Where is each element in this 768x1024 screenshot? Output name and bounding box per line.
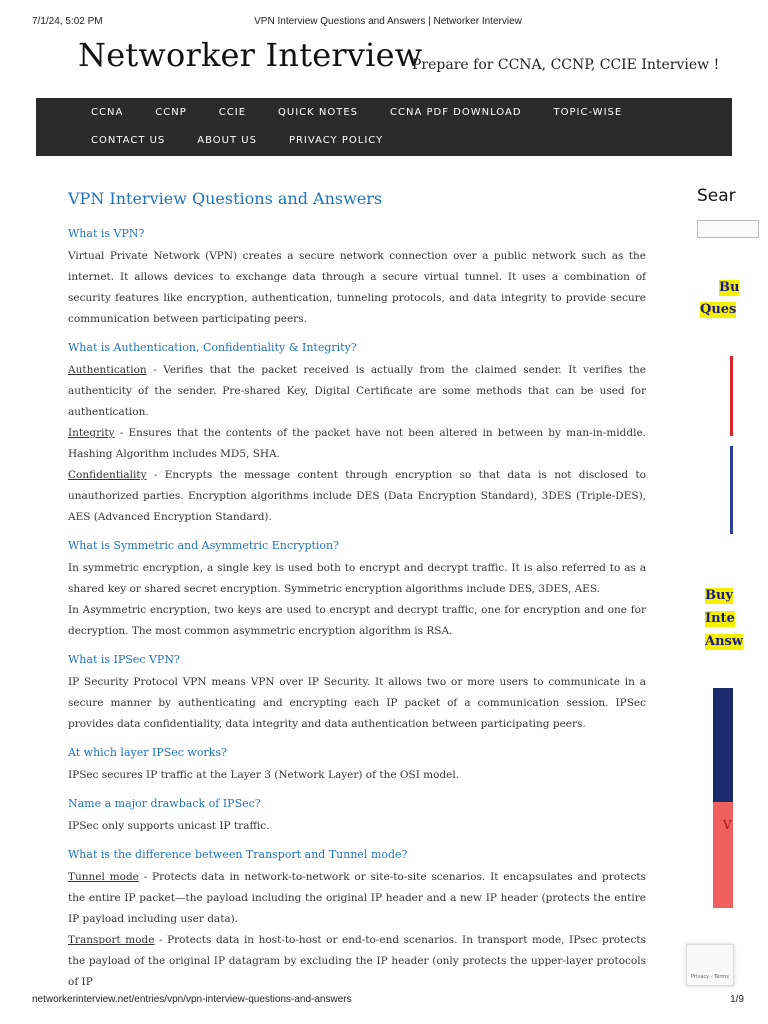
sidebar-banner-bottom[interactable] [713,802,733,908]
print-url: networkerinterview.net/entries/vpn/vpn-interview-questions-and-answers [32,994,352,1005]
site-tagline: Prepare for CCNA, CCNP, CCIE Interview ! [412,57,720,73]
sidebar-banner-letter: V [723,818,732,832]
answer-integrity [68,423,646,465]
print-datetime: 7/1/24, 5:02 PM [32,16,103,27]
answer-confidentiality [68,465,646,528]
article-title: VPN Interview Questions and Answers [68,189,383,208]
answer-asymmetric: In Asymmetric encryption, two keys are used to encrypt and decrypt traffic, one for encryption and one for decryption. The most common asymmetric encryption algorithm is RSA. [68,604,646,637]
nav-item-ccnp[interactable]: CCNP [155,107,187,118]
sidebar-promo-2-line-2[interactable]: Inte [705,611,735,626]
sidebar-book-image-1[interactable] [730,356,733,436]
sidebar-promo-1-line-1[interactable]: Bu [719,280,740,295]
article-content [68,186,646,993]
answer-what-is-vpn: Virtual Private Network (VPN) creates a secure network connection over a public network such as the internet. It allows devices to exchange data through a secure virtual tunnel. It uses a combination of security features like encryption, authentication, tunneling protocols, and data integrity to provide secure communication between participating peers. [68,250,646,325]
question-auth-conf-integrity: What is Authentication, Confidentiality & Integrity? [68,341,357,354]
tunnel-mode-text: - Protects data in network-to-network or site-to-site scenarios. It encapsulates and protects the entire IP packet—the payload including the original IP header and a new IP header (protects the entire IP payload including user data). [68,871,646,925]
sidebar-book-image-2[interactable] [730,446,733,534]
nav-item-topic-wise[interactable]: TOPIC-WISE [553,107,623,118]
nav-item-quick-notes[interactable]: QUICK NOTES [278,107,358,118]
nav-item-ccna-pdf-download[interactable]: CCNA PDF DOWNLOAD [390,107,522,118]
question-transport-tunnel: What is the difference between Transport and Tunnel mode? [68,848,408,861]
question-symmetric-asymmetric: What is Symmetric and Asymmetric Encryption? [68,539,340,552]
nav-item-ccna[interactable]: CCNA [91,107,124,118]
question-ipsec-vpn: What is IPSec VPN? [68,653,180,666]
sidebar-promo-1-line-2[interactable]: Ques [700,302,737,317]
nav-row-2 [91,134,415,154]
authentication-text: - Verifies that the packet received is actually from the claimed sender. It verifies the authenticity of the sender. Pre-shared Key, Digital Certificate are some methods that can be used for authentication. [68,364,646,418]
print-footer [32,994,744,1008]
answer-tunnel-mode [68,867,646,930]
nav-item-contact-us[interactable]: CONTACT US [91,135,166,146]
sidebar-search-title: Sear [697,186,736,206]
answer-symmetric: In symmetric encryption, a single key is used both to encrypt and decrypt traffic. It is also referred to as a shared key or shared secret encryption. Symmetric encryption algorithms include DES, 3DES, AES. [68,562,646,595]
sidebar-promo-2-line-1[interactable]: Buy [705,588,733,603]
term-integrity: Integrity [68,427,115,439]
sidebar-banner-top[interactable] [713,688,733,802]
sidebar-search-input[interactable] [697,220,759,238]
sidebar-promo-2-line-3[interactable]: Answ [705,634,744,649]
question-what-is-vpn: What is VPN? [68,227,145,240]
question-ipsec-layer: At which layer IPSec works? [68,746,227,759]
print-header [32,16,744,32]
print-page-title: VPN Interview Questions and Answers | Networker Interview [254,16,522,27]
nav-row-1 [91,106,654,126]
term-confidentiality: Confidentiality [68,469,147,481]
sidebar [697,186,744,976]
term-tunnel-mode: Tunnel mode [68,871,139,883]
nav-item-about-us[interactable]: ABOUT US [197,135,257,146]
main-navbar [36,98,732,156]
question-ipsec-drawback: Name a major drawback of IPSec? [68,797,261,810]
answer-ipsec-layer: IPSec secures IP traffic at the Layer 3 (Network Layer) of the OSI model. [68,769,460,781]
site-title[interactable]: Networker Interview [78,36,423,74]
term-authentication: Authentication [68,364,147,376]
recaptcha-privacy-terms[interactable]: Privacy - Terms [691,974,729,980]
answer-ipsec-vpn: IP Security Protocol VPN means VPN over IP Security. It allows two or more users to communicate in a secure manner by authenticating and encrypting each IP packet of a communication session. IPSec provides data confidentiality, data integrity and data authentication between participating peers. [68,676,646,730]
answer-authentication [68,360,646,423]
integrity-text: - Ensures that the contents of the packet have not been altered in between by man-in-middle. Hashing Algorithm includes MD5, SHA. [68,427,646,460]
answer-transport-mode [68,930,646,993]
nav-item-privacy-policy[interactable]: PRIVACY POLICY [288,135,384,146]
confidentiality-text: - Encrypts the message content through encryption so that data is not disclosed to unauthorized parties. Encryption algorithms include DES (Data Encryption Standard), 3DES (Triple-DES), AES (Advanced Encryption Standard). [68,469,646,523]
answer-ipsec-drawback: IPSec only supports unicast IP traffic. [68,820,270,832]
term-transport-mode: Transport mode [68,934,155,946]
print-page-number: 1/9 [730,994,744,1005]
transport-mode-text: - Protects data in host-to-host or end-to-end scenarios. In transport mode, IPsec protects the payload of the original IP datagram by excluding the IP header (only protects the upper-layer protocols of IP [68,934,646,988]
nav-item-ccie[interactable]: CCIE [218,107,247,118]
recaptcha-badge[interactable] [686,944,734,986]
